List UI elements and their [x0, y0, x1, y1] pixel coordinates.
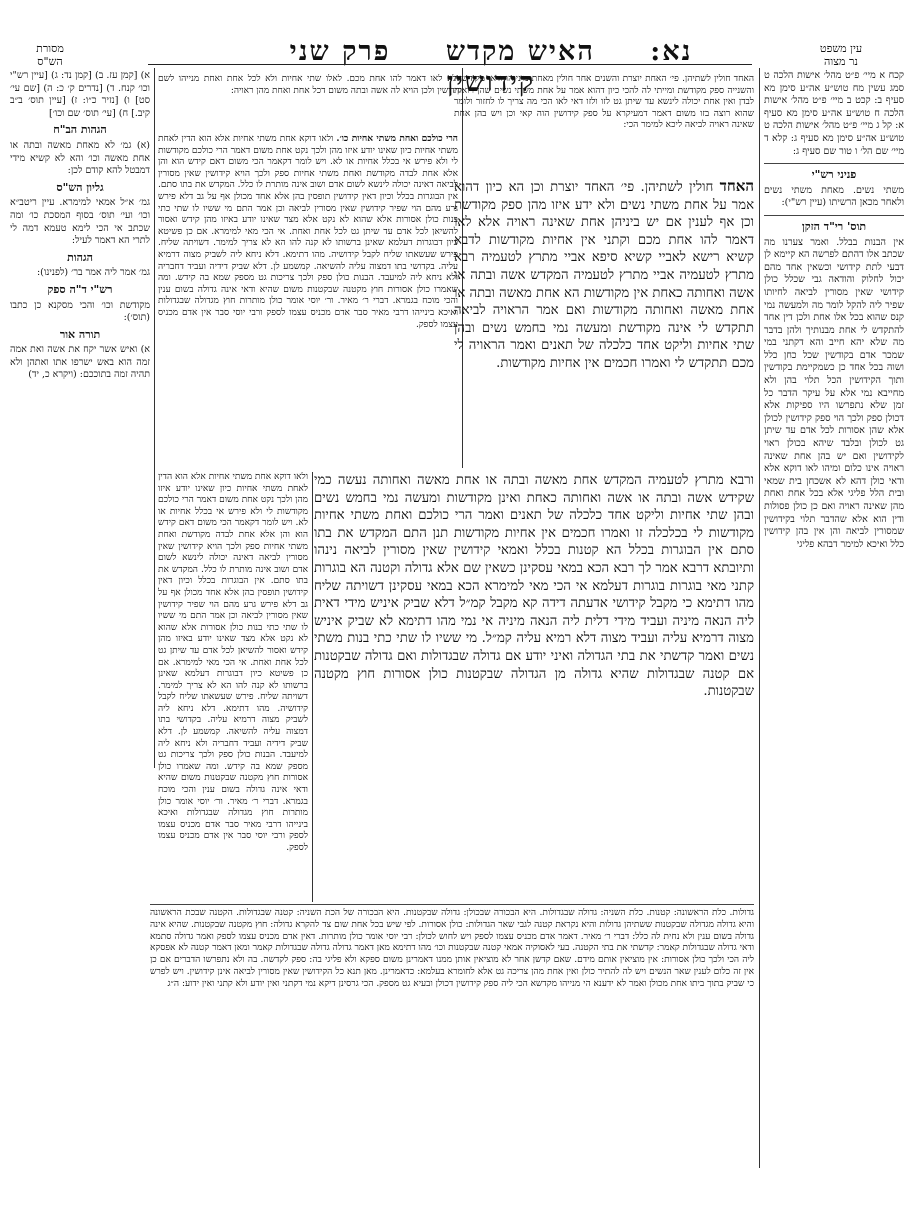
tosafot-text: ולאו דוקא אחת משתי אחיות אלא הוא הדין לאחת משתי אחיות כיון שאינו יודע איזו מהן ולכך נקט אחת משום דאמר הרי כולכם מקודשות לי ולא פירש אי בכלל אחיות או לא. ויש לומר דקאמר הכי משום דאם קידש הוא והן אלא אחת לבדה מקודשת ואחת משתי אחיות ספק ולכך הויא קידושין שאין מסורין לביאה דאינה יכולה לינשא לשום אדם ושוב אינה מותרת לו כלל. המקדש את בתו סתם. אין הבוגרות בכלל וכיון דאין קידושין תופסין בהן אלא אחד מכולן אף על גב דלא פירש גרע מהם הוי שפיר קידושין שאין מסורין לביאה וכן אמר התם מי ששיו לו שתי כתי בנות כולן אסורות אלא שהוא לא נקט אלא מצד שאינו יודע באיזו מהן קידש ואסור להשיאן לכל אדם עד שיתן גט לכל אחת ואחת. אי הכי מאי למימרא. אם כן פשיטא כיון דבוגרות דעלמא שאינן ברשותו לא קנה להו הא לא צריך למימר. דשויתה שליח. פירש שעשאתו שליח לקבל קידושיה. מהו דתימא. דלא ניחא ליה לשביק מצוה דרמיא עליה. בקדושי בתו דמצוה עליה להשיאה. קמשמע לן. דלא שביק דידיה ועביד דחבריה ולא ניחא ליה למיעבד. הבנות כולן ספק ולכך צריכות גט מספק שמא בה קידש. ומה שאמרו כולן אסורות חוץ מקטנה שבקטנות משום שהיא ודאי אינה גדולה בשום ענין והכי מוכח בגמרא. דברי ר׳ מאיר. ור׳ יוסי אומר כולן מותרות חוץ מגדולה שבגדולות ואיכא בינייהו דרבי מאיר סבר אדם מכניס עצמו לספק ורבי יוסי סבר אין אדם מכניס עצמו לספק. [158, 472, 308, 853]
section-text: גמ׳ א״ל אמאי למימרא. עיין ריטב״א וכו׳ ועי׳ תוס׳ בסוף המסכת כו׳ ומה שכתב אי הכי לימא טעמא דמה לי לתרי הא דאמר לעיל: [10, 197, 150, 247]
gemara-text: ורבא מתרץ לטעמיה המקדש אחת מאשה ובתה או אחת מאשה ואחותה נעשה כמי שקידש אשה ובתה או אשה ואחותה כאחת ואינן מקודשות ומעשה נמי בחמש נשים ובהן שתי אחיות וליקט אחד כלכלה של תאנים ואמר הרי כולכם ואחת משתי אחיות מקודשות לי בכלכלה זו ואמרו חכמים אין אחיות מקודשות תנן התם המקדש את בתו סתם אין הבוגרות בכלל הא קטנות בכלל ואמאי קידושין שאין מסורין לביאה נינהו ותיובתא דרבא אמר לך רבא הכא במאי עסקינן כשאין שם אלא גדולה וקטנה הא בוגרות קתני מאי בוגרות בוגרות דעלמא אי הכי מאי למימרא הכא במאי עסקינן דשויתה שליח מהו דתימא כי מקבל קידושי אדעתה דידה קא מקבל קמ״ל דלא שביק איניש מידי דאית ליה הנאה מיניה ועביד מידי דלית ליה הנאה מיניה אי נמי מהו דתימא לא שביק איניש מצוה דרמיא עליה ועביד מצוה דלא רמיא עליה קמ״ל. מי ששיו לו שתי כתי בנות משתי נשים ואמר קדשתי את בתי הגדולה ואיני יודע אם גדולה שבגדולות ואם גדולה שבקטנות אם קטנה שבגדולות שהיא גדולה מן הגדולה שבקטנות כולן אסורות חוץ מקטנה שבקטנות. [314, 473, 754, 700]
section-text: אין הבנות בבלל. ואמר צערנו מה שכתב אלו דהתם לפרשה הא קיימא לן דבעי לתת קידושי וכשאין אחד מהם יכול לחלוק והודאה גבי שכלל כולן קידושי שאין מסורין לביאה לחיותו שפיר ליה להקל לומר מה ולמעשה נמי קנס שהוא בכל אלו אחת ולכן דין אחד להתקדש לי אחת מבנותיך ולהן בדבר מה שלא יהא חייב והא דקתני במי שמכר אדם בקודשין שכל כחן כלל ושוה בכל אחד כן כשמקיימת בקודשין ותוך הקידושין הכל תלוי בהן ולא מחייבא נמי אלא על עיקר הדבר כל זמן שלא נתפרשו היו ספיקות אלא דכולן ספק ולכך הוי ספק קידושין לכולן אלא שהן אסורות לכל אדם עד שיתן גט לכולן ובלבד שיהא בכולן ראוי לקידושין ואם יש בהן אחת שאינה ראויה אינו כלום ומיהו לאו דוקא אלא ודאי כולן דהא לא אשכחן בית שמאי ובית הלל פליגי אלא בכל אחת ואחת מהן שאינה ראויה ואם כן כולן פסולות ודין הוא אלא שהדבר תלוי בקידושין שמסורין לביאה והן אין בהן קידושין כלל ואיכא למימר דבהא פליגי [764, 236, 904, 550]
masoret-text: א) [קמן עז. ב) [קמן נד: ג) [עיין רש"י וכו׳ קנח. ד) [נדרים ק׳ כ: ה) [שם עי׳ סט] ו) [נזיר כ״ו: ז) [עיין תוס׳ ב״ב קיב.] ח) [עי׳ תוס׳ שם וכו׳] [10, 70, 150, 119]
right-margin-rule [759, 68, 760, 1168]
rashi-commentary-top [454, 74, 754, 174]
tosafot-commentary-top [158, 74, 462, 132]
gemara-text-lower [314, 472, 754, 902]
header-divider [148, 64, 752, 65]
rashi-text: גדולות. כלת הראשונה: קטנות. כלת השניה: גדולה שבגדולות. היא הבכורה שבכולן: גדולה שבקטנות. היא הבכורה של הכת השניה: קטנה שבגדולות. הקטנה שבכת הראשונה והיא גדולה מגדולה שבקטנות ששתיהן גדולות והיא נקראת קטנה לגבי שאר הגדולות: כולן אסורות. לפי שיש בכל אחת שום צד להקרא גדולה: חוץ מקטנה שבקטנות. שהיא אינה גדולה בשום ענין ולא נחית לה כלל: דברי ר׳ מאיר. דאמר אדם מכניס עצמו לספק ויש לחוש לכולן: רבי יוסי אומר כולן מותרות. דאין אדם מכניס עצמו לספק ואמר גדולה סתמא ודאי גדולה שבגדולות קאמר: קדשתי את בתי הקטנה. בעי לאסוקיה אמאי קטנה שבקטנות וכו׳ מהו דתימא מאן דאמר גדולה גדולה שבגדולות קאמר ומאן דאמר קטנה לא אפסקא ליה הכי ולכך כולן אסורות: אין מוציאין אותם מידם. שאם קדשן אחר לא מוציאין אותן ממנו דאמרינן משום ספקא ולא פליגי בה: ספק לקדשה. בה ולא נתפרשו הדברים אם כן אין זה כלום לענין שאר הנשים ויש לה להתיר כולן ואין אחת מהן צריכה גט אלא לחומרא בעלמא: כדאמרינן. מאן תנא כל הקידושין שאין מסורין לביאה אינן קידושין. ויש לפרש כי שביק בתוך ביתו אחת מכולן ואמר לא ידענא הי מנייהו מקדשא הכי ליה ספק קידושין דכולן ובעיא גט מספק. הכי גרסינן דיקא נמי דקתני ואין יודע ולא קתני ואין ידוע: ה״ג [150, 908, 754, 989]
chapter-name: האיש מקדש [445, 36, 595, 67]
perek-number: פרק שני [289, 36, 391, 67]
outer-right-column [764, 70, 904, 1170]
section-text: גמ׳ אמר ליה אמר בר׳ (לפנינו): [36, 267, 150, 279]
section-text: מקודשת וכו׳ והכי מסקנא כן כתבו (תוס׳): [10, 299, 150, 324]
section-text: (א) גמ׳ לא מאחת מאשה ובתה או אחת מאשה וכו׳ והא לא קשיא מידי דמבטל להא קודם לכן: [10, 139, 150, 177]
left-margin-rule [154, 68, 155, 768]
ein-mishpat-header: עין משפט נר מצוה [819, 42, 863, 68]
section-title: רש"י ד"ה ספק [47, 282, 113, 296]
bottom-divider [150, 904, 754, 905]
tractate-name: קידושין [446, 67, 536, 98]
outer-left-column [10, 70, 150, 770]
daf-number: נא: [650, 36, 693, 67]
section-text: א) ואיש אשר יקח את אשה ואת אמה זמה הוא באש ישרפו אתו ואתהן ולא תהיה זמה בתוככם: (ויקרא כ, יד) [10, 344, 150, 381]
divider [764, 163, 904, 164]
tosafot-heading: הרי כולכם ואחת משתי אחיות כו׳. [336, 134, 458, 144]
section-title: הגהות [67, 250, 93, 264]
section-title: גליון הש"ס [56, 180, 104, 194]
masoret-header: מסורת הש"ס [36, 42, 64, 68]
gemara-text: חולין לשתיהן. פי׳ האחד יוצרת וכן הא כיון דהוא אמר על אחת משתי נשים ולא ידע איזו מהן ספק מקודשת וכן אף לענין אם יש ביניהן אחת שאינה ראויה אלא לאו דאמר להו אחת מכם וקתני אין אחיות מקודשות לדבא קשיא רישא לאביי קשיא סיפא אביי מתרץ לטעמיה רבא מתרץ לטעמיה אביי מתרץ לטעמיה המקדש אשה ובתה או אשה ואחותה כאחת אין מקודשות הא אחת מאשה ובתה או אחת מאשה ואחותה מקודשות ואם אמר הראויה לביאה תתקדש לי אינה מקודשת ומעשה נמי בחמש נשים ובהן שתי אחיות וליקט אחד כלכלה של תאנים ואמר הראויה לי מכם תתקדש לי ואמרו חכמים אין אחיות מקודשות. [454, 180, 754, 371]
gemara-lead-word: האחד [719, 178, 754, 195]
section-title: תוס' רי"ד הזקן [801, 219, 867, 233]
ein-mishpat-text: קכח א מיי׳ פ״ט מהל׳ אישות הלכה ט סמג עשין מח טוש״ע אה״ע סימן מא סעיף ב: קכט ב מיי׳ פ״ט מהל׳ אישות הלכה ח טוש״ע אה״ע סימן מא סעיף א: קל ג מיי׳ פ״ט מהל׳ אישות הלכה ט טוש״ע אה״ע סימן מא סעיף ג: קלא ד מיי׳ שם הל׳ ו טור שם סעיף ג: [764, 70, 904, 157]
section-title: הגהות הב"ח [53, 123, 107, 137]
rashi-text: האחד חולין לשתיהן. פי׳ האחת יוצרת והשנים אחר חולין מאחת מינייהו ודאי מקודשות והשנייה ספק מקודשת ומייתי לה להכי כיון דהוא אמר על אחת משתי נשים שהן רואות לבדן ואין אחת יכולה לינשא עד שיתן גט לזו ולזו דאי לאו הכי מה צריך לו לחזור ולומר שהוא רוצה בזו משום דאמר דמעיקרא על ספק קידושין הוה קאי וכן ויש בהן אחת שאינה ראויה לביאה ליכא למימר הכי: [454, 74, 754, 131]
gemara-text-upper [454, 178, 754, 468]
section-text: משתי נשים. מאחת משתי נשים ולאחר מכאן הרשיתו (עיין רש"י): [764, 184, 904, 209]
section-title: תורה אור [59, 327, 101, 341]
inner-rule [312, 472, 313, 902]
tosafot-side-continuation [158, 472, 308, 902]
rashi-commentary-bottom [150, 908, 754, 1168]
tosafot-side-column [158, 134, 458, 464]
tosafot-text: ולאו דוקא אחת משתי אחיות אלא הוא הדין לאחת משתי אחיות כיון שאינו יודע איזו מהן ולכך נקט אחת משום דאמר הרי כולכם מקודשות לי ולא פירש אי בכלל אחיות או לא. ויש לומר דקאמר הכי משום דאם קידש הוא והן אלא אחת לבדה מקודשת ואחת משתי אחיות ספק ולכך הויא קידושין שאין מסורין לביאה דאינה יכולה לינשא לשום אדם ושוב אינה מותרת לו כלל. המקדש את בתו סתם. אין הבוגרות בכלל וכיון דאין קידושין תופסין בהן אלא אחד מכולן אף על גב דלא פירש גרע מהם הוי שפיר קידושין שאין מסורין לביאה וכן אמר התם מי ששיו לו שתי כתי בנות כולן אסורות אלא שהוא לא נקט אלא מצד שאינו יודע באיזו מהן קידש ואסור להשיאן לכל אדם עד שיתן גט לכל אחת ואחת. אי הכי מאי למימרא. אם כן פשיטא כיון דבוגרות דעלמא שאינן ברשותו לא קנה להו הא לא צריך למימר. דשויתה שליח. פירש שעשאתו שליח לקבל קידושיה. מהו דתימא. דלא ניחא ליה לשביק מצוה דרמיא עליה. בקדושי בתו דמצוה עליה להשיאה. קמשמע לן. דלא שביק דידיה ועביד דחבריה ולא ניחא ליה למיעבד. הבנות כולן ספק ולכך צריכות גט מספק שמא בה קידש. ומה שאמרו כולן אסורות חוץ מקטנה שבקטנות משום שהיא ודאי אינה גדולה בשום ענין והכי מוכח בגמרא. דברי ר׳ מאיר. ור׳ יוסי אומר כולן מותרות חוץ מגדולה שבגדולות ואיכא בינייהו דרבי מאיר סבר אדם מכניס עצמו לספק ורבי יוסי סבר אין אדם מכניס עצמו לספק. [158, 134, 458, 330]
tosafot-text: אלא לאו דאמר להו אחת מכם. לאלו שתי אחיות ולא לכל אחת ואחת מנייהו לשם קידושין ולכן הויא לה אשה ובתה משום דכל אחת ואחת מהן ראויה: [158, 74, 462, 96]
divider [764, 215, 904, 216]
section-title: פניני רש"י [811, 168, 857, 182]
